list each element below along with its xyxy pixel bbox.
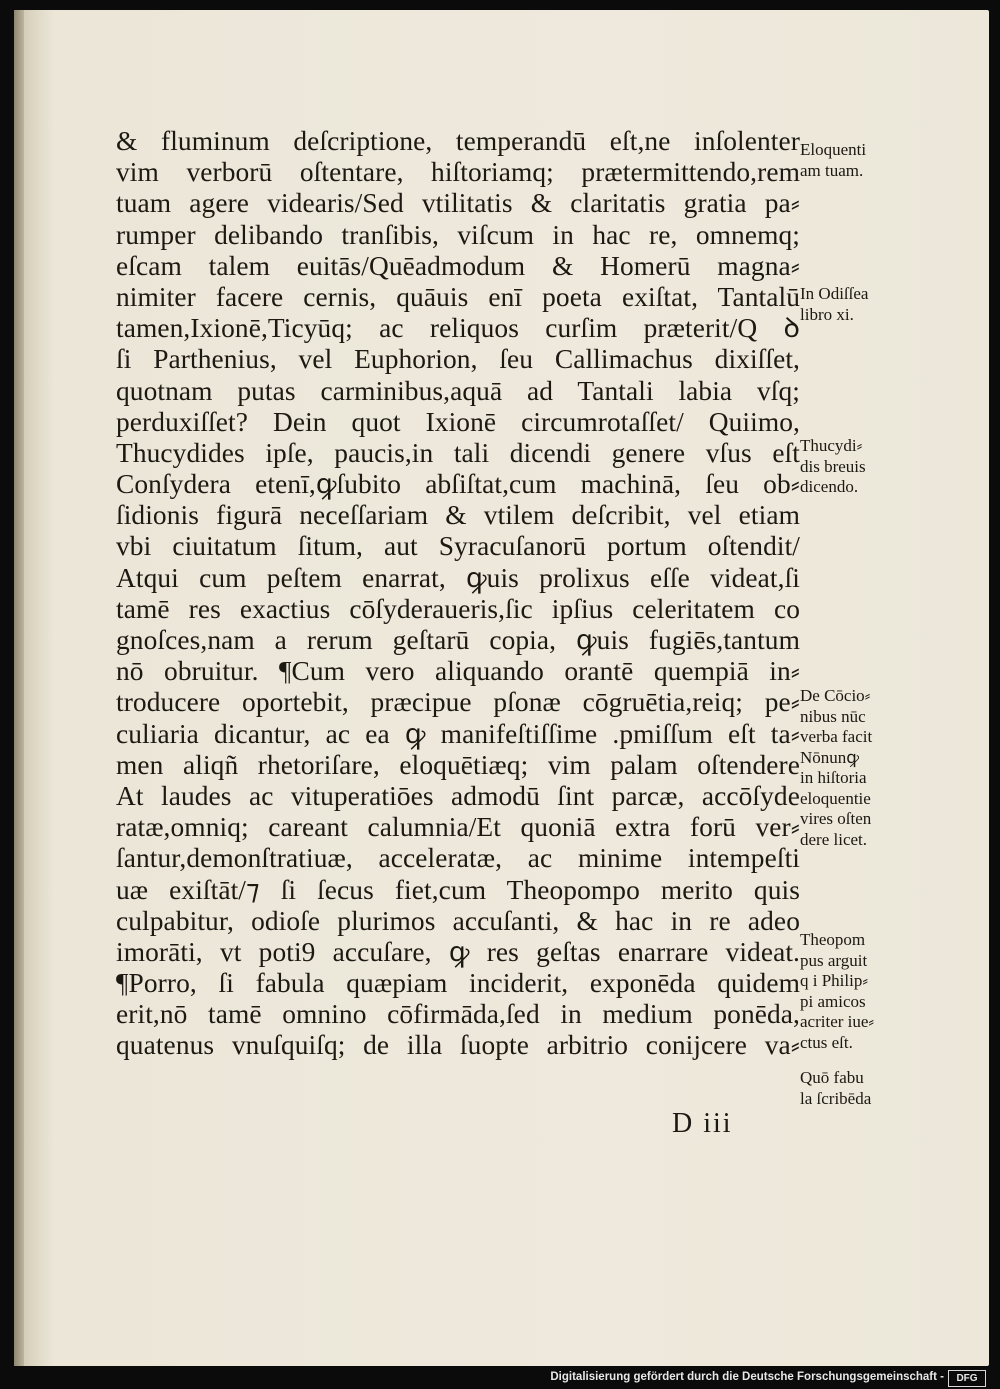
marginal-line: Nōnunꝙ xyxy=(800,747,860,767)
text-line: eſcam talem euitās/Quēadmodum & Homerū magna⸗ xyxy=(116,250,800,281)
marginal-note-1 xyxy=(800,140,910,181)
text-line: At laudes ac vituperatiōes admodū ſint parcæ, accōſyde xyxy=(116,780,800,811)
text-line: vim verborū oſtentare, hiſtoriamq; prætermittendo,rem xyxy=(116,157,800,188)
marginal-line: vires oſten xyxy=(800,809,872,828)
marginal-line: nibus nūc xyxy=(800,706,866,726)
marginal-line: la ſcribēda xyxy=(800,1088,872,1108)
text-line: ſidionis figurā neceſſariam & vtilem deſcribit, vel etiam xyxy=(116,500,800,531)
marginal-line: Eloquenti xyxy=(800,140,867,159)
marginal-line: verba facit xyxy=(800,727,873,746)
text-line: culpabitur, odioſe plurimos accuſanti, & hac in re adeo xyxy=(116,905,800,936)
text-line: erit,nō tamē omnino cōfirmāda,ſed in medium ponēda, xyxy=(116,999,800,1030)
text-line: Conſydera etenī,ꝙſubito abſiſtat,cum machinā, ſeu ob⸗ xyxy=(116,469,800,500)
text-line: men aliqñ rhetoriſare, eloquētiæq; vim palam oſtendere xyxy=(116,749,800,780)
marginal-line: Thucydi⸗ xyxy=(800,436,863,455)
text-line: ſantur,demonſtratiuæ, acceleratæ, ac minime intempeſti xyxy=(116,843,800,874)
marginal-line: q i Philip⸗ xyxy=(800,971,869,990)
marginal-line: De Cōcio⸗ xyxy=(800,686,871,705)
marginal-note-4 xyxy=(800,686,910,850)
text-line: imorāti, vt poti9 accuſare, ꝙ res geſtas enarrare videat. xyxy=(116,936,800,967)
text-line: nō obruitur. ¶Cum vero aliquando orantē quempiā in⸗ xyxy=(116,656,800,687)
text-line: uæ exiſtāt/⁊ ſi ſecus fiet,cum Theopompo merito quis xyxy=(116,874,800,905)
page-gutter xyxy=(14,10,24,1366)
marginal-line: eloquentie xyxy=(800,788,871,808)
text-line: quatenus vnuſquiſq; de illa ſuopte arbitrio conijcere va⸗ xyxy=(116,1030,800,1061)
marginal-line: dere licet. xyxy=(800,829,868,849)
marginal-line: dicendo. xyxy=(800,477,859,496)
text-line: Thucydides ipſe, paucis,in tali dicendi genere vſus eſt xyxy=(116,437,800,468)
text-line: culiaria dicantur, ac ea ꝙ manifeſtiſſime .pmiſſum eſt ta⸗ xyxy=(116,718,800,749)
marginal-line: am tuam. xyxy=(800,160,864,180)
text-line: tuam agere videaris/Sed vtilitatis & claritatis gratia pa⸗ xyxy=(116,188,800,219)
text-line: quotnam putas carminibus,aquā ad Tantali labia vſq; xyxy=(116,375,800,406)
text-line: ſi Parthenius, vel Euphorion, ſeu Callimachus dixiſſet, xyxy=(116,344,800,375)
text-line: perduxiſſet? Dein quot Ixionē circumrotaſſet/ Quiimo, xyxy=(116,406,800,437)
funding-credit: Digitalisierung gefördert durch die Deutsche Forschungsgemeinschaft - xyxy=(550,1371,944,1383)
marginal-note-3 xyxy=(800,436,910,498)
marginal-line: Quō fabu xyxy=(800,1068,864,1087)
marginal-line: pus arguit xyxy=(800,950,868,970)
main-text-block xyxy=(116,126,800,1062)
marginal-line: dis breuis xyxy=(800,456,866,476)
signature-mark: D iii xyxy=(672,1108,733,1139)
text-line: ¶Porro, ſi fabula quæpiam inciderit, exponēda quidem xyxy=(116,968,800,999)
marginal-line: in hiſtoria xyxy=(800,768,867,787)
text-line: rumper delibando tranſibis, viſcum in hac re, omnemq; xyxy=(116,219,800,250)
dfg-logo: DFG xyxy=(948,1370,986,1387)
marginal-line: Theopom xyxy=(800,930,866,949)
text-line: tamē res exactius cōſyderaueris,ſic ipſius celeritatem co xyxy=(116,593,800,624)
marginal-line: pi amicos xyxy=(800,991,866,1011)
text-line: tamen,Ixionē,Ticyūq; ac reliquos curſim præterit/Q ꝺ xyxy=(116,313,800,344)
marginal-line: acriter iue⸗ xyxy=(800,1012,875,1031)
text-line: nimiter facere cernis, quāuis enī poeta exiſtat, Tantalū xyxy=(116,281,800,312)
text-line: gnoſces,nam a rerum geſtarū copia, ꝙuis fugiēs,tantum xyxy=(116,625,800,655)
text-line: troducere oportebit, præcipue pſonæ cōgruētia,reiq; pe⸗ xyxy=(116,687,800,718)
marginal-note-2 xyxy=(800,284,910,325)
text-line: Atqui cum peſtem enarrat, ꝙuis prolixus eſſe videat,ſi xyxy=(116,562,800,593)
marginal-note-5 xyxy=(800,930,910,1053)
marginal-note-6 xyxy=(800,1068,910,1109)
marginal-line: ctus eſt. xyxy=(800,1032,853,1052)
marginal-line: In Odiſſea xyxy=(800,284,869,303)
text-line: vbi ciuitatum ſitum, aut Syracuſanorū portum oſtendit/ xyxy=(116,531,800,562)
text-line: ratæ,omniq; careant calumnia/Et quoniā extra forū ver⸗ xyxy=(116,812,800,843)
text-line: & fluminum deſcriptione, temperandū eſt,ne inſolenter xyxy=(116,126,800,156)
marginal-line: libro xi. xyxy=(800,304,854,324)
